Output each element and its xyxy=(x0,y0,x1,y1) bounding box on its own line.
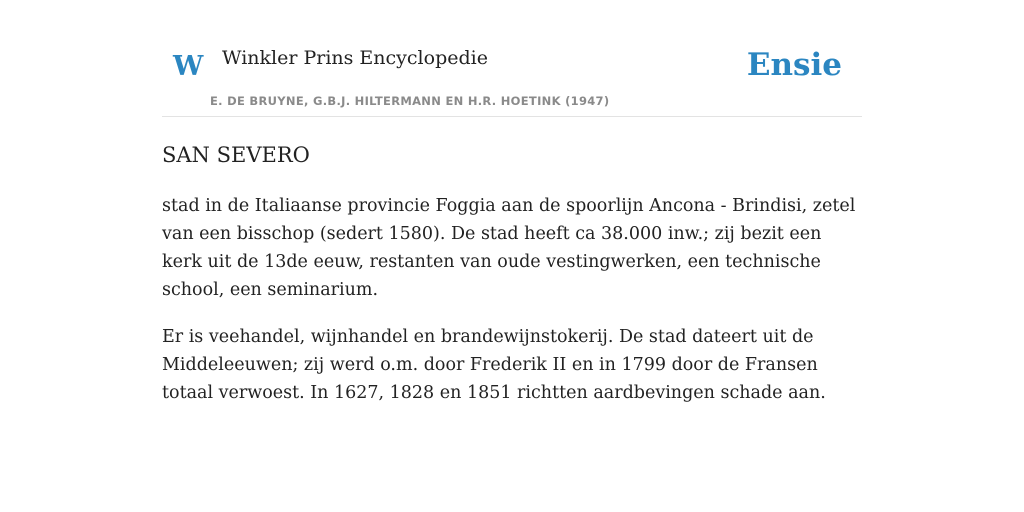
source-title[interactable]: Winkler Prins Encyclopedie xyxy=(222,47,488,69)
encyclopedia-logo[interactable]: W xyxy=(173,51,204,82)
ensie-brand-link[interactable]: Ensie xyxy=(746,47,842,83)
entry-paragraph: stad in de Italiaanse provincie Foggia aan de spoorlijn Ancona - Brindisi, zetel van een bisschop (sedert 1580). De stad heeft ca 38.000 inw.; zij bezit een kerk uit de 13de eeuw, restanten van oude vestingwerken, een technische school, een seminarium. xyxy=(162,196,856,300)
entry-paragraph: Er is veehandel, wijnhandel en brandewijnstokerij. De stad dateert uit de Middeleeuwen; zij werd o.m. door Frederik II en in 1799 door de Fransen totaal verwoest. In 1627, 1828 en 1851 richtten aardbevingen schade aan. xyxy=(162,327,826,403)
page-container xyxy=(162,0,862,403)
source-authors: E. DE BRUYNE, G.B.J. HILTERMANN EN H.R. HOETINK (1947) xyxy=(210,94,610,108)
entry-title: SAN SEVERO xyxy=(162,143,310,167)
source-header xyxy=(162,0,862,117)
entry-body xyxy=(162,192,862,426)
